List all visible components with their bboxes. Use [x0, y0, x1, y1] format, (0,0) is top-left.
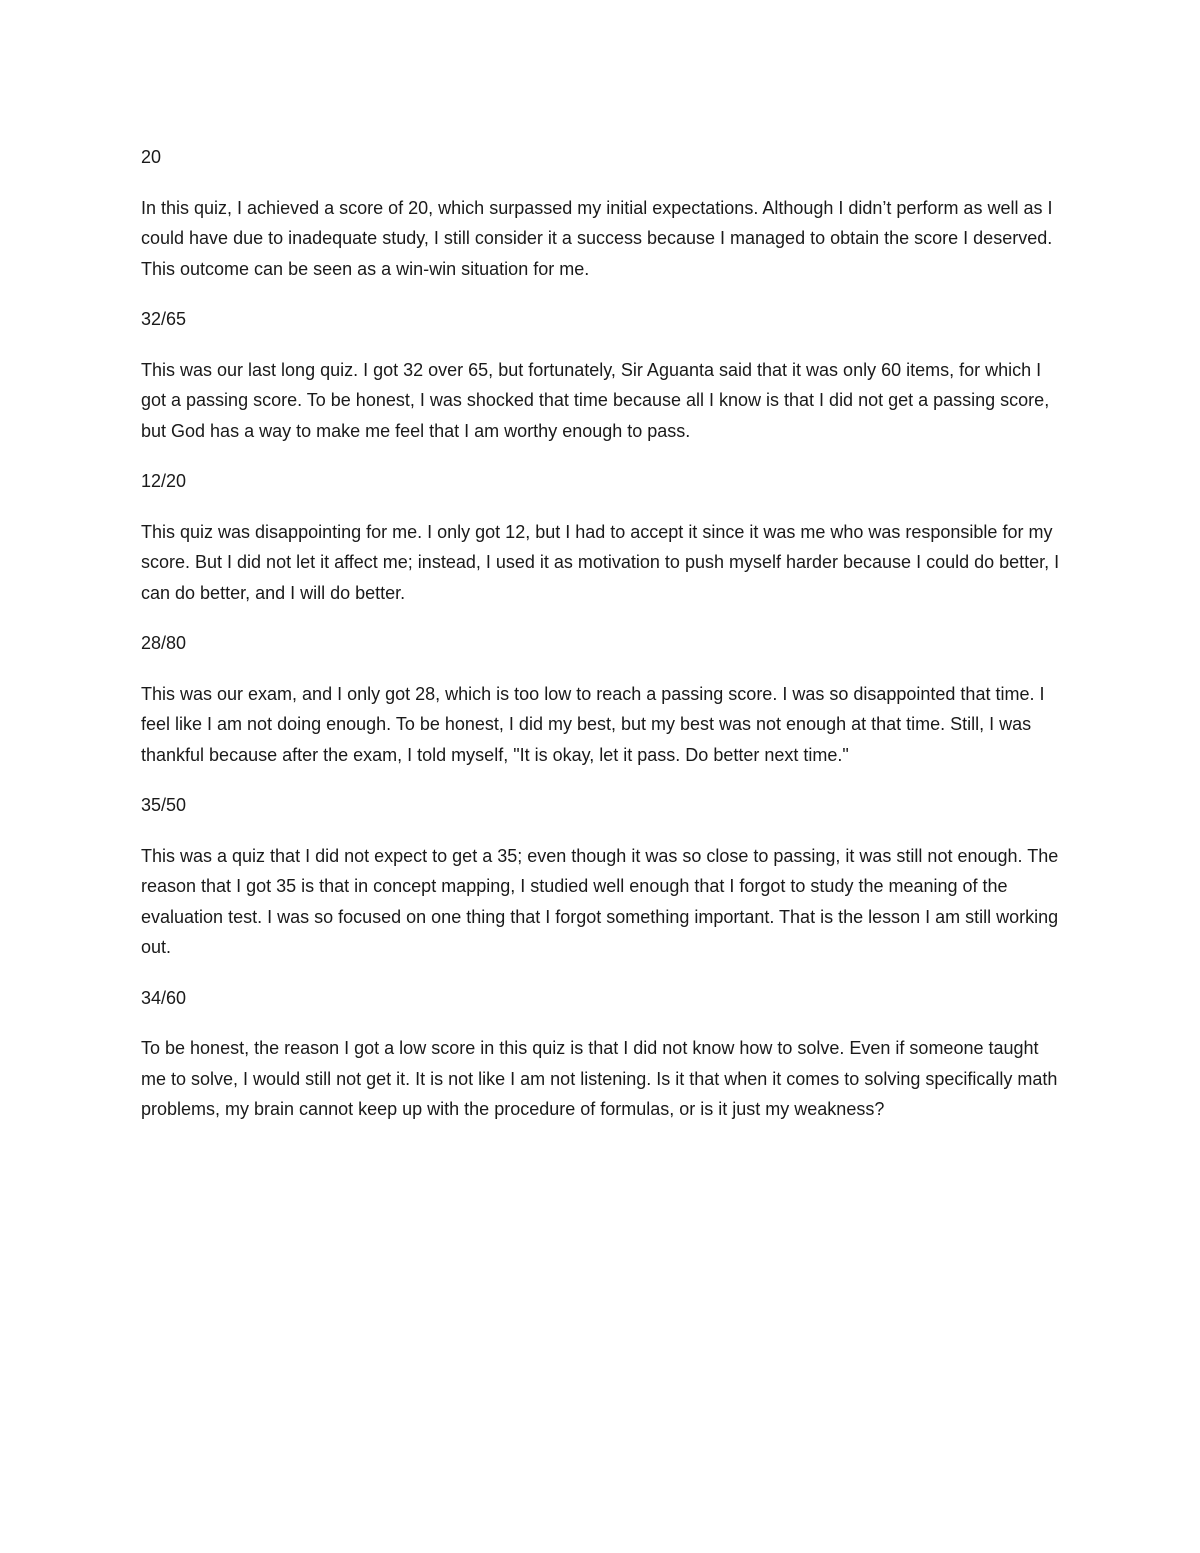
- score-heading: 32/65: [141, 309, 187, 329]
- score-heading: 35/50: [141, 795, 187, 815]
- reflection-paragraph: To be honest, the reason I got a low score in this quiz is that I did not know how to solve. Even if someone taught me to solve, I would still not get it. It is not like I am not listening. Is it that when it comes to solving specifically math problems, my brain cannot keep up with the procedure of formulas, or is it just my weakness?: [141, 1038, 1058, 1119]
- reflection-paragraph: In this quiz, I achieved a score of 20, which surpassed my initial expectations. Although I didn’t perform as well as I could have due to inadequate study, I still consider it a success because I managed to obtain the score I deserved. This outcome can be seen as a win-win situation for me.: [141, 197, 1053, 279]
- entry-quiz-3: [141, 466, 1061, 608]
- entry-quiz-2: [141, 304, 1061, 446]
- entry-exam: [141, 628, 1061, 770]
- score-heading: 28/80: [141, 633, 187, 653]
- entry-quiz-6: [141, 983, 1061, 1125]
- score-heading: 34/60: [141, 987, 187, 1008]
- reflection-paragraph: This was our exam, and I only got 28, which is too low to reach a passing score. I was so disappointed that time. I feel like I am not doing enough. To be honest, I did my best, but my best was not enough at that time. Still, I was thankful because after the exam, I told myself, "It is okay, let it pass. Do better next time.": [141, 683, 1045, 765]
- score-heading: 20: [141, 147, 162, 167]
- entry-quiz-5: [141, 790, 1061, 963]
- score-heading: 12/20: [141, 471, 187, 491]
- entry-quiz-1: [141, 142, 1061, 284]
- reflection-paragraph: This was a quiz that I did not expect to get a 35; even though it was so close to passing, it was still not enough. The reason that I got 35 is that in concept mapping, I studied well enough that I forgot to study the meaning of the evaluation test. I was so focused on one thing that I forgot something important. That is the lesson I am still working out.: [141, 845, 1059, 957]
- reflection-paragraph: This was our last long quiz. I got 32 over 65, but fortunately, Sir Aguanta said that it was only 60 items, for which I got a passing score. To be honest, I was shocked that time because all I know is that I did not get a passing score, but God has a way to make me feel that I am worthy enough to pass.: [141, 359, 1050, 441]
- reflection-paragraph: This quiz was disappointing for me. I only got 12, but I had to accept it since it was me who was responsible for my score. But I did not let it affect me; instead, I used it as motivation to push myself harder because I could do better, I can do better, and I will do better.: [141, 521, 1060, 603]
- document-body: [141, 142, 1061, 1145]
